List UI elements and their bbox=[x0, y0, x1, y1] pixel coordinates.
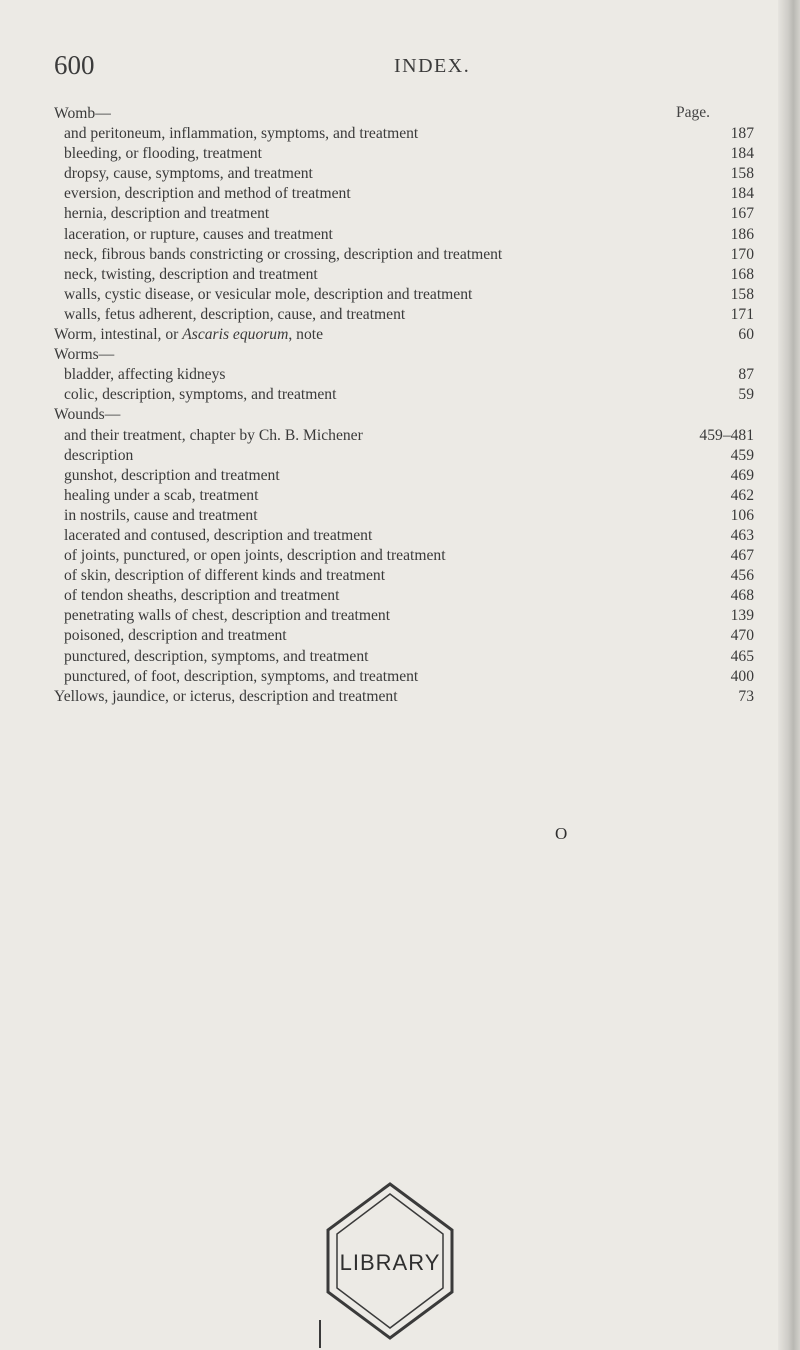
entry-page-number: 184 bbox=[730, 185, 754, 203]
index-subentry bbox=[54, 526, 754, 546]
entry-text: Womb— bbox=[54, 105, 111, 122]
entry-page-number: 400 bbox=[730, 667, 754, 685]
entry-text: punctured, description, symptoms, and treatment bbox=[64, 647, 369, 665]
index-subentry bbox=[54, 466, 754, 486]
entry-page-number: 456 bbox=[730, 567, 754, 585]
index-subentry bbox=[54, 385, 754, 405]
entry-text: in nostrils, cause and treatment bbox=[64, 506, 258, 524]
entry-text: of joints, punctured, or open joints, description and treatment bbox=[64, 547, 446, 565]
page-column-heading: Page. bbox=[676, 104, 711, 121]
entry-page-number: 139 bbox=[730, 607, 754, 625]
index-entry bbox=[54, 104, 754, 124]
entry-text: Worms— bbox=[54, 346, 115, 364]
page-edge-shadow bbox=[778, 0, 800, 1350]
entry-page-number: 158 bbox=[730, 285, 754, 303]
entry-text: dropsy, cause, symptoms, and treatment bbox=[64, 165, 313, 183]
index-subentry bbox=[54, 626, 754, 646]
entry-text: healing under a scab, treatment bbox=[64, 486, 259, 504]
entry-page-number: 158 bbox=[730, 165, 754, 183]
entry-text: and their treatment, chapter by Ch. B. Michener bbox=[64, 426, 363, 444]
index-subentry bbox=[54, 225, 754, 245]
index-subentry bbox=[54, 667, 754, 687]
entry-text: description bbox=[64, 446, 134, 464]
index-entry bbox=[54, 325, 754, 345]
index-subentry bbox=[54, 486, 754, 506]
entry-page-number: 73 bbox=[738, 687, 754, 705]
index-entry bbox=[54, 687, 754, 707]
entry-page-number: 463 bbox=[730, 526, 754, 544]
index-subentry bbox=[54, 184, 754, 204]
entry-text: hernia, description and treatment bbox=[64, 205, 270, 223]
entry-text: punctured, of foot, description, symptoms, and treatment bbox=[64, 667, 419, 685]
index-entry bbox=[54, 405, 754, 425]
entry-page-number: 462 bbox=[730, 486, 754, 504]
running-head: INDEX. bbox=[394, 55, 471, 77]
entry-text-before: Yellows, jaundice, or icterus, description and treatment bbox=[54, 687, 398, 705]
entry-page-number: 186 bbox=[730, 225, 754, 243]
tail-mark: O bbox=[555, 824, 568, 843]
entry-text: bladder, affecting kidneys bbox=[64, 366, 226, 384]
index-subentry bbox=[54, 506, 754, 526]
index-subentry bbox=[54, 144, 754, 164]
entry-text: gunshot, description and treatment bbox=[64, 466, 280, 484]
entry-text: and peritoneum, inflammation, symptoms, and treatment bbox=[64, 125, 419, 143]
entry-page-number: 184 bbox=[730, 145, 754, 163]
entry-text: neck, twisting, description and treatment bbox=[64, 265, 318, 283]
entry-page-number: 106 bbox=[730, 506, 754, 524]
entry-text: lacerated and contused, description and treatment bbox=[64, 526, 373, 544]
index-entry bbox=[54, 345, 754, 365]
page-header bbox=[54, 50, 744, 90]
index-subentry bbox=[54, 606, 754, 626]
entry-page-number: 470 bbox=[730, 627, 754, 645]
entry-text: neck, fibrous bands constricting or crossing, description and treatment bbox=[64, 245, 503, 263]
entry-text: eversion, description and method of treatment bbox=[64, 185, 351, 203]
entry-text: walls, cystic disease, or vesicular mole, description and treatment bbox=[64, 285, 473, 303]
index-subentry bbox=[54, 265, 754, 285]
index-subentry bbox=[54, 586, 754, 606]
index-subentry bbox=[54, 647, 754, 667]
entry-text-italic: Ascaris equorum bbox=[182, 326, 289, 344]
index-subentry bbox=[54, 426, 754, 446]
entry-page-number: 465 bbox=[730, 647, 754, 665]
index-subentry bbox=[54, 365, 754, 385]
entry-text: bleeding, or flooding, treatment bbox=[64, 145, 262, 163]
entry-page-number: 60 bbox=[738, 326, 754, 344]
index-subentry bbox=[54, 124, 754, 144]
entry-page-number: 187 bbox=[730, 125, 754, 143]
entry-page-number: 469 bbox=[730, 466, 754, 484]
entry-page-number: 167 bbox=[730, 205, 754, 223]
entry-text: penetrating walls of chest, description and treatment bbox=[64, 607, 391, 625]
entry-text: walls, fetus adherent, description, cause, and treatment bbox=[64, 305, 406, 323]
entry-page-number: 467 bbox=[730, 547, 754, 565]
entry-page-number: 468 bbox=[730, 587, 754, 605]
entry-page-number: 170 bbox=[730, 245, 754, 263]
entry-text-before: Worm, intestinal, or bbox=[54, 326, 183, 344]
entry-text: of skin, description of different kinds and treatment bbox=[64, 567, 386, 585]
index-subentry bbox=[54, 285, 754, 305]
index-subentry bbox=[54, 164, 754, 184]
entry-text: Wounds— bbox=[54, 406, 121, 424]
index-subentry bbox=[54, 546, 754, 566]
entry-text: colic, description, symptoms, and treatment bbox=[64, 386, 337, 404]
entry-text: laceration, or rupture, causes and treatment bbox=[64, 225, 333, 243]
entry-text: poisoned, description and treatment bbox=[64, 627, 287, 645]
entry-page-number: 459–481 bbox=[699, 426, 754, 444]
index-subentry bbox=[54, 446, 754, 466]
index-subentry bbox=[54, 305, 754, 325]
library-stamp bbox=[300, 1170, 480, 1350]
entry-page-number: 459 bbox=[730, 446, 754, 464]
entry-page-number: 59 bbox=[738, 386, 754, 404]
entry-page-number: 87 bbox=[738, 366, 754, 384]
entry-page-number: 171 bbox=[730, 305, 754, 323]
entry-text: of tendon sheaths, description and treatment bbox=[64, 587, 340, 605]
page-number: 600 bbox=[54, 50, 95, 80]
entry-page-number: 168 bbox=[730, 265, 754, 283]
index-subentry bbox=[54, 245, 754, 265]
index-entries bbox=[54, 104, 754, 707]
entry-text-after: , note bbox=[288, 326, 324, 344]
stamp-text: LIBRARY bbox=[339, 1250, 441, 1275]
index-subentry bbox=[54, 204, 754, 224]
index-subentry bbox=[54, 566, 754, 586]
